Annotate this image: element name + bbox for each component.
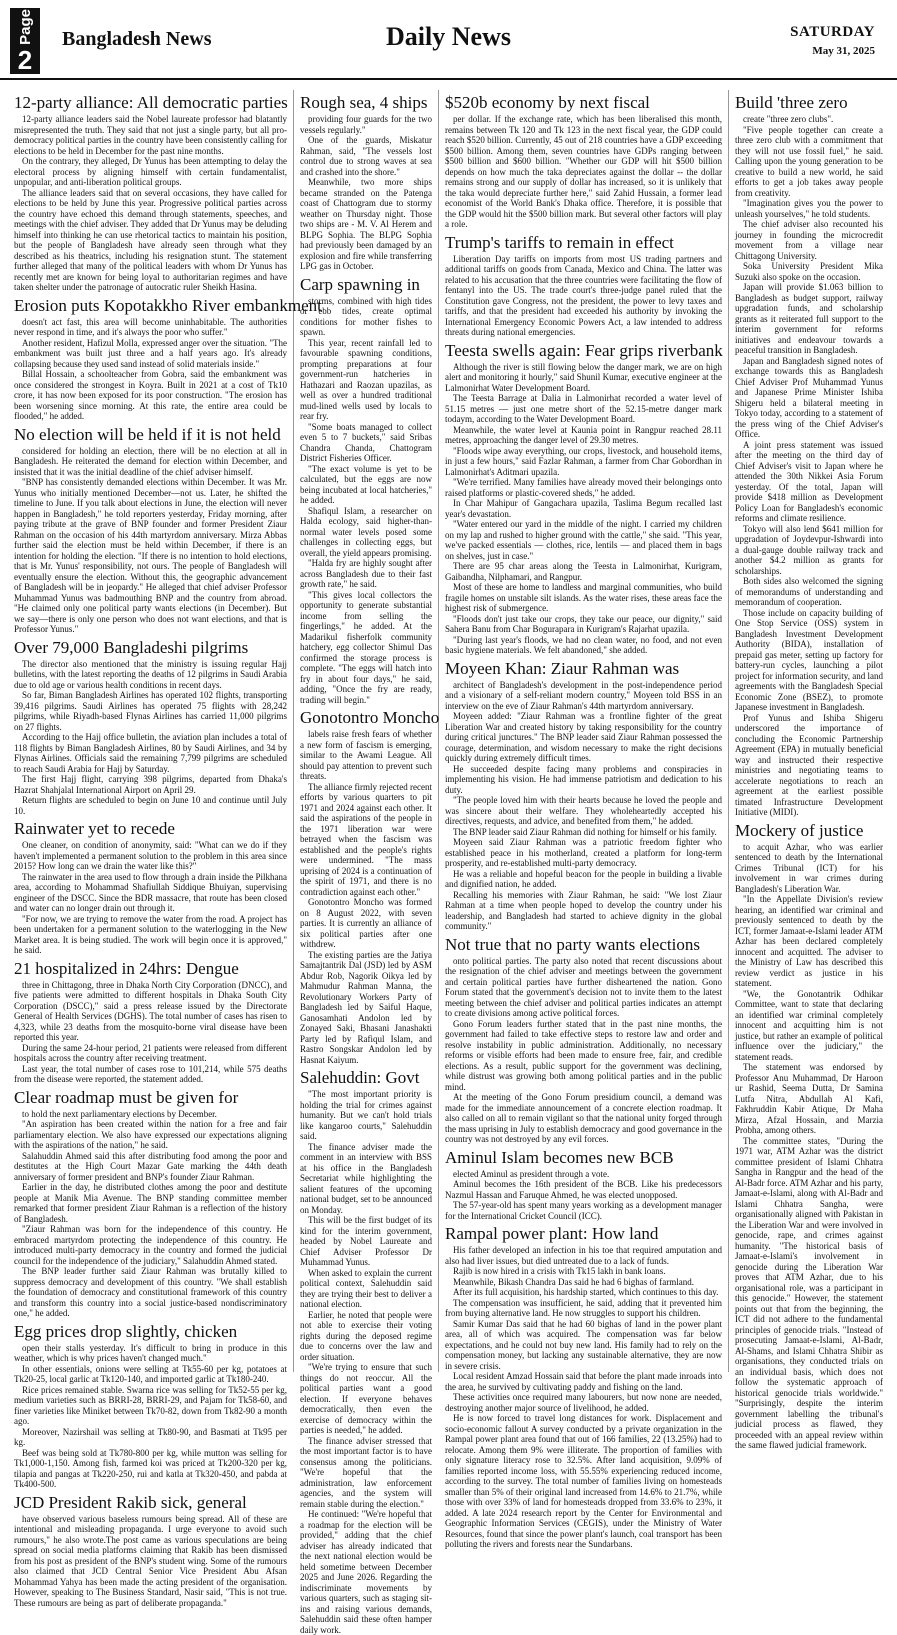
article xyxy=(445,233,722,338)
article-paragraph: Billal Hossain, a schoolteacher from Gobra, said the embankment was once considered the strongest in Koyra. Built in 2021 at a cost of Tk10 crore, it has now been exposed for its poor construction. "The erosion has been worsening since morning. At this rate, the entire area could be flooded," he added. xyxy=(14,369,287,421)
article-paragraph: The director also mentioned that the ministry is issuing regular Hajj bulletins, with the latest reporting the deaths of 12 pilgrims in Saudi Arabia due to old age or various health conditions in recent days. xyxy=(14,658,287,690)
article-paragraph: Aminul becomes the 16th president of the BCB. Like his predecessors Nazmul Hassan and Faruque Ahmed, he was elected unopposed. xyxy=(445,1179,722,1200)
article-paragraph: Rajib is now hired in a crisis with Tk15 lakh in bank loans. xyxy=(453,1266,666,1276)
article-headline[interactable]: Build 'three zero xyxy=(735,93,848,112)
article-paragraph: During the same 24-hour period, 21 patients were released from different hospitals across the country after receiving treatment. xyxy=(14,1042,287,1063)
news-columns xyxy=(8,90,889,1635)
page-label: Page xyxy=(16,9,34,45)
article-paragraph: The alliance leaders said that on several occasions, they have called for elections to be held by June this year. Progressive political parties across the country have echoed this demand through statements, speeches, and meetings with the chief adviser. They added that Dr Yunus may be deluding himself into thinking he can use rhetorical tactics to maintain his position, but the people of Bangladesh have already seen through what they described as his theatrics, including his resignation stunt. The statement further alleged that many of the political leaders with whom Dr Yunus has recently met are known for being loyal to authoritarian regimes and have taken shelter under the patronage of autocratic ruler Sheikh Hasina. xyxy=(14,187,287,292)
article-paragraph: "Imagination gives you the power to unleash yourselves," he told students. xyxy=(735,198,883,219)
article-paragraph: Meanwhile, the water level at Kaunia point in Rangpur reached 28.11 metres, approaching the danger level of 29.30 metres. xyxy=(445,424,722,445)
article-paragraph: "Water entered our yard in the middle of the night. I carried my children on my lap and rushed to higher ground with the cattle," she said. "This year, we've packed essentials — clothes, rice, lentils — and placed them in bags on shelves, just in case." xyxy=(445,519,722,561)
article-paragraph: Return flights are scheduled to begin on June 10 and continue until July 10. xyxy=(14,795,287,816)
article-paragraph: There are 95 char areas along the Teesta in Lalmonirhat, Kurigram, Gaibandha, Nilphamari, and Rangpur. xyxy=(445,561,722,582)
article-paragraph: "We're terrified. Many families have already moved their belongings onto raised platforms or plastic-covered sheds," he added. xyxy=(445,477,722,498)
article xyxy=(14,1493,287,1609)
article-paragraph: Tokyo will also lend $641 million for upgradation of Joydevpur-Ishwardi into a dual-gauge double railway track and another $4.2 million as grants for scholarships. xyxy=(735,523,883,576)
article-paragraph: Earlier, he noted that people were not able to exercise their voting rights during the deposed regime due to concerns over the law and order situation. xyxy=(300,1309,432,1362)
article-headline[interactable]: Carp spawning in xyxy=(300,274,420,294)
article xyxy=(445,1148,722,1222)
date-block xyxy=(790,24,875,57)
article-paragraph: "Floods don't just take our crops, they take our peace, our dignity," said Sahera Banu from Char Bogurapara in Kurigram's Rajarhat upazila. xyxy=(445,613,722,634)
article-paragraph: "Ziaur Rahman was born for the independence of this country. He embraced martyrdom protecting the independence of this country. He introduced multi-party democracy in the country and formed the judicial council for the independence of the judiciary," Salahuddin Ahmed stated. xyxy=(14,1224,287,1266)
article xyxy=(445,1224,722,1550)
article-paragraph: "Floods wipe away everything, our crops, livestock, and household items, in just a few hours," said Fazlar Rahman, a farmer from Char Gobordhan in Lalmonirhat's Aditmari upazila. xyxy=(445,445,722,477)
article xyxy=(14,1088,287,1319)
article xyxy=(14,959,287,1085)
article-paragraph: This will be the first budget of its kind for the interim government, headed by Nobel Laureate and Chief Adviser Professor Dr Muhammad Yunus. xyxy=(300,1215,432,1267)
column-1 xyxy=(8,90,322,1608)
article-paragraph: "The exact volume is yet to be calculated, but the eggs are now being incubated at local hatcheries," he added. xyxy=(300,463,432,505)
article xyxy=(445,659,722,932)
article-paragraph: In other essentials, onions were selling at Tk55-60 per kg, potatoes at Tk20-25, local garlic at Tk120-140, and imported garlic at Tk180-240. xyxy=(14,1363,287,1384)
article-paragraph: The alliance firmly rejected recent efforts by various quarters to pit 1971 and 2024 against each other. It said the aspirations of the people in the 1971 liberation war were betrayed when the fascism was established and the people's rights were undermined. "The mass uprising of 2024 is a continuation of the spirit of 1971, and there is no contradiction against each other." xyxy=(300,781,432,897)
article xyxy=(14,93,287,293)
article-paragraph: "This gives local collectors the opportunity to generate substantial income from selling the fingerlings," he added. At the Madarikul fisherfolk community hatchery, egg collector Shimul Das confirmed the storage process is complete. "The eggs will hatch into fry in about four days," he said, adding, "Once the fry are ready, trading will begin." xyxy=(300,589,432,705)
article-paragraph: Japan will provide $1.063 billion to Bangladesh as budget support, railway upgradation funds, and scholarship grants as it reiterated full support to the interim government for reforms initiatives and endeavour towards a peaceful transition in Bangladesh. xyxy=(735,282,883,355)
article-paragraph: "The most important priority is holding the trial for crimes against humanity. But we can't hold trials like kangaroo courts," Salehuddin said. xyxy=(300,1089,432,1141)
article xyxy=(14,819,287,956)
article-paragraph: providing four guards for the two vessels regularly." xyxy=(300,114,432,135)
article xyxy=(300,708,440,1065)
article-paragraph: The 57-year-old has spent many years working as a development manager for the International Cricket Council (ICC). xyxy=(445,1200,722,1221)
article-paragraph: have observed various baseless rumours being spread. All of these are intentional and misleading propaganda. I urge everyone to avoid such rumours," he also wrote.The post came as various speculations are being spread on social media platforms claiming that Rakib has been dismissed from his post as president of the BNP's student wing. Some of the rumours also claimed that JCD Central Senior Vice President Abu Afsan Mohammad Yahya has been made the acting president of the organisation. However, speaking to The Business Standard, Nasir said, "This is not true. These rumours are being as part of deliberate propaganda." xyxy=(14,1513,287,1608)
masthead xyxy=(0,0,897,80)
article-paragraph: These activities once required many labourers, but now none are needed, destroying another major source of livelihood, he added. xyxy=(445,1392,722,1413)
article-paragraph: Soka University President Mika Suzuki also spoke on the occasion. xyxy=(735,261,883,282)
article-paragraph: to acquit Azhar, who was earlier sentenced to death by the International Crimes Tribunal (ICT) for his involvement in war crimes during Bangladesh's Liberation War. xyxy=(735,841,883,894)
article-headline[interactable]: Erosion puts Kopotakkho River embankment xyxy=(14,295,322,315)
article-headline[interactable]: Mockery of justice xyxy=(735,820,864,840)
article-paragraph: Gono Forum leaders further stated that in the past nine months, the government had failed to take effective steps to restore law and order and resolve instability in public administration. Additionally, no necessary reforms or visible efforts had been made to ensure free, fair, and credible elections. As a result, public support for the government was declining, while distrust was growing both among political parties and in the public mind. xyxy=(445,1018,722,1092)
article xyxy=(445,935,722,1145)
article xyxy=(300,1068,432,1635)
article-headline[interactable]: Rough sea, 4 ships xyxy=(300,93,428,112)
article-headline[interactable]: Egg prices drop slightly, chicken xyxy=(14,1321,238,1341)
article-paragraph: Earlier in the day, he distributed clothes among the poor and destitute people at Manik Mia Avenue. The BNP standing committee member remarked that former president Ziaur Rahman is a reflection of the history of Bangladesh. xyxy=(14,1182,287,1224)
article xyxy=(14,638,287,817)
article xyxy=(735,93,883,818)
column-3 xyxy=(439,90,729,1549)
article-paragraph: 12-party alliance leaders said the Nobel laureate professor had blatantly misrepresented the truth. They said that not just a single party, but all pro-democracy political parties in the country have been consistently calling for elections to be held in December for the past nine months. xyxy=(14,114,287,156)
article-paragraph: Beef was being sold at Tk780-800 per kg, while mutton was selling for Tk1,000-1,150. Among fish, farmed koi was priced at Tk200-320 per kg, tilapia and pangas at Tk220-250, rui and katla at Tk320-450, and pabda at Tk400-500. xyxy=(14,1447,287,1489)
article-paragraph: This year, recent rainfall led to favourable spawning conditions, prompting preparations at four government-run hatcheries in Hathazari and Raozan upazilas, as well as over a hundred traditional mud-lined wells used by locals to rear fry. xyxy=(300,337,432,421)
article-paragraph: Although the river is still flowing below the danger mark, we are on high alert and monitoring it hourly," said Shunil Kumar, executive engineer at the Lalmonirhat Water Development Board. xyxy=(445,361,722,393)
article-paragraph: Recalling his memories with Ziaur Rahman, he said: "We lost Ziaur Rahman at a time when people hoped to develop the country under his leadership, and Bangladesh had started to achieve dignity in the global community." xyxy=(445,889,722,931)
article-paragraph: "We, the Gonotantrik Odhikar Committee, want to state that declaring an identified war criminal completely innocent and acquitting him is not justice, but rather an example of political influence over the judiciary," the statement reads. xyxy=(735,988,883,1062)
section-title: Daily News xyxy=(386,22,511,51)
article-paragraph: Moyeen said Ziaur Rahman was a patriotic freedom fighter who established peace in his motherland, created a platform for long-term prosperity, and re-established multi-party democracy. xyxy=(445,837,722,868)
article xyxy=(445,93,722,230)
article xyxy=(14,295,322,422)
article xyxy=(14,1322,287,1490)
article-paragraph: "In the Appellate Division's review hearing, an identified war criminal and previously sentenced to death by the ICT, former Jamaat-e-Islami leader ATM Azhar has been declared completely innocent and acquitted. The adviser to the Ministry of Law has described this review verdict as justice in his statement. xyxy=(735,894,883,988)
article-paragraph: Prof Yunus and Ishiba Shigeru underscored the importance of concluding the Economic Partnership Agreement (EPA) in mutually beneficial way and instructed their respective ministries and negotiating teams to accelerate negotiations to reach an agreement at the earliest possible timated Infrastructure Development Initiative (MIDI). xyxy=(735,712,883,817)
article-paragraph: Meanwhile, Bikash Chandra Das said he had 6 bighas of farmland. xyxy=(453,1276,694,1287)
article-headline[interactable]: Not true that no party wants elections xyxy=(445,934,700,954)
article-paragraph: Shafiqul Islam, a researcher on Halda ecology, said higher-than-normal water levels posed some challenges in collecting eggs, but overall, the yield appears promising. xyxy=(300,505,432,558)
article-paragraph: Moyeen added: "Ziaur Rahman was a frontline fighter of the great Liberation War and created history by taking responsibility for the country during critical junctures." The BNP leader said Ziaur Rahman possessed the courage, determination, and wisdom necessary to make the right decisions quickly during extremely difficult times. xyxy=(445,711,722,763)
article-paragraph: labels raise fresh fears of whether a new form of fascism is emerging, similar to the Awami League. All should pay attention to prevent such threats. xyxy=(300,729,432,781)
article-paragraph: "Five people together can create a three zero club with a commitment that they will not use fossil fuel," he said. Calling upon the young generation to be creative to build a new world, he said efforts to get a job takes away people from creativity. xyxy=(735,124,883,198)
article-paragraph: So far, Biman Bangladesh Airlines has operated 102 flights, transporting 39,416 pilgrims. Saudi Airlines has operated 75 flights with 28,242 pilgrims, while Riyadh-based Flynas Airlines has carried 11,000 pilgrims on 27 flights. xyxy=(14,690,287,732)
article-paragraph: After its full acquisition, his hardship started, which continues to this day. xyxy=(453,1287,719,1297)
article-paragraph: The compensation was insufficient, he said, adding that it prevented him from buying alternative land. He now struggles to support his children. xyxy=(445,1297,722,1318)
article-paragraph: He is now forced to travel long distances for work. Displacement and socio-economic fallout A survey conducted by a private organization in the Rampal power plant area found that out of 166 families, 22 (13.25%) had to relocate. Among them 9% were illiterate. The proportion of families with only signature literacy rose to 32.5%. After land acquisition, 9.09% of families reported income loss, with 55.55% experiencing reduced income, according to the survey. The total number of families living on homesteads smaller than 5% of their original land increased from 14.6% to 21.7%, while those with over 33% of land for homesteads dropped from 33.6% to 23%, it added. A late 2024 research report by the Center for Environmental and Geographic Information Services (CEGIS), under the Ministry of Water Resources, found that since the power plant's launch, coal transport has been polluting the rivers and forests near the Sundarbans. xyxy=(445,1413,722,1549)
article-paragraph: At the meeting of the Gono Forum presidium council, a demand was made for the immediate announcement of a concrete election roadmap. It also called on all to remain vigilant so that the national unity forged through the mass uprising in July to establish democracy and good governance in the country was not destroyed by any evil forces. xyxy=(445,1092,722,1144)
article-paragraph: He continued: "We're hopeful that a roadmap for the election will be provided," adding that the chief adviser has already indicated that the next national election would be held sometime between December 2025 and June 2026. Regarding the indiscriminate movements by various quarters, such as staging sit-ins and raising various demands, Salehuddin said these often hamper daily work. xyxy=(300,1509,432,1635)
article-paragraph: "During last year's floods, we had no clean water, no food, and not even basic hygiene materials. We felt abandoned," she added. xyxy=(445,634,722,655)
article-headline[interactable]: Clear roadmap must be given for xyxy=(14,1087,239,1107)
article-paragraph: create "three zero clubs". xyxy=(743,114,834,124)
article-headline[interactable]: Rainwater yet to recede xyxy=(14,819,175,838)
article-paragraph: Moreover, Nazirshail was selling at Tk80-90, and Basmati at Tk95 per kg. xyxy=(14,1426,287,1447)
article-paragraph: According to the Hajj office bulletin, the aviation plan includes a total of 118 flights by Biman Bangladesh Airlines, 80 by Saudi Airlines, and 34 by Flynas Airlines. Officials said the remaining 7,799 pilgrims are scheduled to reach Saudi Arabia for Hajj by Saturday. xyxy=(14,732,287,774)
article-paragraph: He was a reliable and hopeful beacon for the people in building a livable and dignified nation, he added. xyxy=(445,868,722,889)
article xyxy=(300,93,432,272)
issue-day: SATURDAY xyxy=(790,24,875,40)
column-4 xyxy=(729,90,889,1450)
article-paragraph: open their stalls yesterday. It's difficult to bring in produce in this weather, which is why prices haven't changed much." xyxy=(14,1342,287,1363)
article-paragraph: Liberation Day tariffs on imports from most US trading partners and additional tariffs on goods from Canada, Mexico and China. The latter was related to his accusation that the three countries were facilitating the flow of fentanyl into the US. The trade court's three-judge panel ruled that the Constitution gave Congress, not the president, the power to levy taxes and tariffs, and that the president had exceeded his authority by invoking the International Emergency Economic Powers Act, a law intended to address threats during national emergencies. xyxy=(445,253,722,337)
article-paragraph: In Char Mahipur of Gangachara upazila, Taslima Begum recalled last year's devastation. xyxy=(445,498,722,519)
article-paragraph: to hold the next parliamentary elections by December. xyxy=(22,1108,217,1119)
column-2 xyxy=(294,90,440,1635)
article-paragraph: The BNP leader said Ziaur Rahman did nothing for himself or his family. xyxy=(453,826,717,837)
article-paragraph: The existing parties are the Jatiya Samajtantrik Dal (JSD) led by ASM Abdur Rob, Nagorik Oikya led by Mahmudur Rahman Manna, the Revolutionary Workers Party of Bangladesh led by Saiful Haque, Ganosamhati Andolon led by Zonayed Saki, Bhasani Janashakti Party led by Rafiqul Islam, and Rastro Songskar Andolon led by Hasnat Kaiyum. xyxy=(300,949,432,1065)
article-paragraph: "An aspiration has been created within the nation for a free and fair parliamentary election. We also have expressed our expectations aligning with the aspirations of the nation," he said. xyxy=(14,1119,287,1150)
article-paragraph: "Some boats managed to collect even 5 to 7 buckets," said Sribas Chandra Chanda, Chattogram District Fisheries Officer. xyxy=(300,421,432,463)
article-paragraph: The finance adviser stressed that the most important factor is to have consensus among the politicians. "We're hopeful that the administration, law enforcement agencies, and the system will remain stable during the election." xyxy=(300,1435,432,1509)
article-headline[interactable]: Aminul Islam becomes new BCB xyxy=(445,1147,674,1167)
article-headline[interactable]: Over 79,000 Bangladeshi pilgrims xyxy=(14,637,249,657)
article-paragraph: storms, combined with high tides or ebb tides, create optimal conditions for mother fishes to spawn. xyxy=(300,295,432,337)
article-paragraph: doesn't act fast, this area will become uninhabitable. The authorities never respond in time, and it's always the poor who suffer." xyxy=(14,316,287,337)
article-paragraph: Japan and Bangladesh signed notes of exchange towards this as Bangladesh Chief Adviser Prof Muhammad Yunus and Japanese Prime Minister Ishiba Shigeru held a bilateral meeting in Tokyo today, according to a statement of the press wing of the Chief Adviser's Office. xyxy=(735,355,883,439)
article-paragraph: per dollar. If the exchange rate, which has been liberalised this month, remains between Tk 120 and Tk 123 in the next fiscal year, the GDP could reach $520 billion. Currently, 45 out of 218 countries have a GDP exceeding $500 billion. Among them, seven countries have GDPs ranging between $500 billion and $600 billion. "Whether our GDP will hit $500 billion depends on how much the taka depreciates against the dollar -- the dollar remains strong and our supply of dollar has increased, so it is unlikely that the taka would depreciate further here," said Zahid Hussain, a former lead economist of the World Bank's Dhaka office. Therefore, it is possible that the GDP would hit the $500 billion mark. But several other factors will play a role. xyxy=(445,114,722,229)
article-paragraph: The committee states, "During the 1971 war, ATM Azhar was the district committee president of Islami Chhatra Sangha in Rangpur and the head of the Al-Badr force. ATM Azhar and his party, Jamaat-e-Islami, along with Al-Badr and Islami Chhatra Sangha, were organisationally aligned with Pakistan in the Liberation War and were involved in genocide, rape, and crimes against humanity. "The historical basis of Jamaat-e-Islami's involvement in genocide during the Liberation War proves that ATM Azhar, due to his organisational role, was a participant in this genocide." However, the statement points out that from the beginning, the ICT did not adhere to the fundamental principles of genocide trials. "Instead of prosecuting Jamaat-e-Islami, Al-Badr, Al-Shams, and Islami Chhatra Shibir as organisations, they conducted trials on an individual basis, which does not follow the systematic approach of historical genocide trials worldwide." "Surprisingly, despite the interim government labelling the tribunal's judicial process as flawed, they proceeded with an appeal review within the same flawed judicial framework. xyxy=(735,1135,883,1450)
article xyxy=(300,275,432,706)
article-paragraph: The finance adviser made the comment in an interview with BSS at his office in the Bangladesh Secretariat while highlighting the salient features of the upcoming national budget, set to be announced on Monday. xyxy=(300,1141,432,1215)
article-paragraph: "We're trying to ensure that such things do not reoccur. All the political parties want a good election. If everyone behaves democratically, then even the exercise of democracy within the parties is needed," he added. xyxy=(300,1362,432,1435)
article-paragraph: One of the guards, Miskatur Rahman, said, "The vessels lost control due to strong waves at sea and crashed into the shore." xyxy=(300,135,432,177)
article-headline[interactable]: Moyeen Khan: Ziaur Rahman was xyxy=(445,658,680,678)
article-paragraph: The chief adviser also recounted his journey in founding the microcredit movement from a village near Chittagong University. xyxy=(735,219,883,261)
article-headline[interactable]: Rampal power plant: How land xyxy=(445,1224,659,1243)
article-paragraph: The first Hajj flight, carrying 398 pilgrims, departed from Dhaka's Hazrat Shahjalal International Airport on April 29. xyxy=(14,774,287,795)
article-paragraph: On the contrary, they alleged, Dr Yunus has been attempting to delay the electoral process by aligning himself with certain fundamentalist, unpopular, and anti-liberation political groups. xyxy=(14,156,287,187)
article-paragraph: "Halda fry are highly sought after across Bangladesh due to their fast growth rate," he said. xyxy=(300,558,432,589)
article-paragraph: Local resident Amzad Hossain said that before the plant made inroads into the area, he survived by cultivating paddy and fishing on the land. xyxy=(445,1371,722,1392)
article xyxy=(445,341,722,656)
article-paragraph: Those include on capacity building of One Stop Service (OSS) system in Bangladesh Investment Development Authority (BIDA), installation of prepaid gas meter, setting up factory for battery-run cycles, launching a pilot project for information security, and land agreements with the Bangladesh Special Economic Zone (BSEZ), to promote Japanese investment in Bangladesh. xyxy=(735,607,883,712)
article-paragraph: architect of Bangladesh's development in the post-independence period and a visionary of a self-reliant modern country," Moyeen told BSS in an interview on the eve of Ziaur Rahman's 44th martyrdom anniversary. xyxy=(445,679,722,711)
article-paragraph: His father developed an infection in his toe that required amputation and also had liver issues, but died untreated due to a lack of funds. xyxy=(445,1245,722,1266)
article-headline[interactable]: No election will be held if it is not held xyxy=(14,424,281,444)
article-paragraph: three in Chittagong, three in Dhaka North City Corporation (DNCC), and five patients were admitted to different hospitals in Dhaka South City Corporation (DSCC)," said a press release issued by the Directorate General of Health Services (DGHS). The total number of cases has risen to 4,323, while 23 deaths from the mosquito-borne viral disease have been reported this year. xyxy=(14,979,287,1042)
article-headline[interactable]: 12-party alliance: All democratic parties xyxy=(14,93,288,112)
article-paragraph: Samir Kumar Das said that he had 60 bighas of land in the power plant area, all of which was acquired. The compensation was far below expectations, and he could not buy new land. His family had to rely on the compensation money, but lacking any sustainable alternative, they are now in severe crisis. xyxy=(445,1318,722,1371)
article xyxy=(14,425,287,635)
article-paragraph: The rainwater in the area used to flow through a drain inside the Pilkhana area, according to Mohammad Shafiullah Siddique Bhuiyan, supervising engineer of the DSCC. Since the BDR massacre, that route has been closed and water can no longer drain out through it. xyxy=(14,871,287,913)
issue-date: May 31, 2025 xyxy=(812,45,875,57)
article-headline[interactable]: JCD President Rakib sick, general xyxy=(14,1492,247,1512)
brand-name: Bangladesh News xyxy=(62,28,212,50)
article-paragraph: Another resident, Hafizul Molla, expressed anger over the situation. "The embankment was built just three and a half years ago. It's already collapsing because they used sand instead of solid materials inside." xyxy=(14,337,287,369)
article-paragraph: considered for holding an election, there will be no election at all in Bangladesh. He reiterated the demand for election within December, and insisted that it was the initial deadline of the chief adviser himself. xyxy=(14,445,287,477)
article-headline[interactable]: $520b economy by next fiscal xyxy=(445,93,650,112)
article-paragraph: "For now, we are trying to remove the water from the road. A project has been undertaken for a permanent solution to the waterlogging in the New Market area. It is being studied. The work will begin once it is approved," he said. xyxy=(14,913,287,955)
article-headline[interactable]: 21 hospitalized in 24hrs: Dengue xyxy=(14,958,239,978)
article-paragraph: Gonotontro Moncho was formed on 8 August 2022, with seven parties. It is currently an alliance of six political parties after one withdrew. xyxy=(300,897,432,949)
article-paragraph: The BNP leader further said Ziaur Rahman was brutally killed to suppress democracy and development of this country. "We shall establish the foundation of democracy and constitutional framework of this country and transform this country into a social justice-based nondiscriminatory one," he added. xyxy=(14,1266,287,1318)
article-paragraph: Rice prices remained stable. Swarna rice was selling for Tk52-55 per kg, medium varieties such as BRRI-28, BRRI-29, and Pajam for Tk58-60, and finer varieties like Miniket between Tk70-82, down from Tk82-90 a month ago. xyxy=(14,1384,287,1426)
article-headline[interactable]: Trump's tariffs to remain in effect xyxy=(445,232,674,252)
article-paragraph: One cleaner, on condition of anonymity, said: "What can we do if they haven't implemented a permanent solution to the problem in this area since 2015? How long can we drain the water like this?" xyxy=(14,840,287,871)
article-paragraph: "BNP has consistently demanded elections within December. It was Mr. Yunus who initially mentioned December—not us. Later, he shifted the timeline to June. If you talk about elections in June, the election will never happen in Bangladesh," he told reporters yesterday, Friday morning, after paying tribute at the grave of BNP founder and former President Ziaur Rahman on the occasion of his 44th martyrdom anniversary. Mirza Abbas further said the election must be held within December, if there is an intention for holding the election. "If there is no intention to hold elections, that is Mr. Yunus' responsibility, not ours. The people of Bangladesh will eventually ensure the election. Without this, the geographic advancement of Bangladesh will be in jeopardy." He alleged that chief adviser Professor Muhammad Yunus was badmouthing BNP and the country from abroad. "He claimed only one political party wants elections (in December). But we say—there is only one person who does not want elections, and that is Professor Yunus." xyxy=(14,477,287,634)
page-number: 2 xyxy=(17,44,33,75)
article-paragraph: Salahuddin Ahmed said this after distributing food among the poor and destitutes at the High Court Mazar Gate marking the 44th death anniversary of former president and BNP's founder Ziaur Rahman. xyxy=(14,1150,287,1182)
article-headline[interactable]: Salehuddin: Govt xyxy=(300,1068,420,1087)
article-paragraph: When asked to explain the current political context, Salehuddin said they are trying their best to deliver a national election. xyxy=(300,1267,432,1309)
article-headline[interactable]: Gonotontro Moncho xyxy=(300,708,440,727)
article-headline[interactable]: Teesta swells again: Fear grips riverbank xyxy=(445,340,723,360)
article-paragraph: Both sides also welcomed the signing of memorandums of understanding and memorandum of cooperation. xyxy=(735,576,883,607)
article-paragraph: elected Aminul as president through a vote. xyxy=(453,1168,610,1179)
article xyxy=(735,821,883,1451)
article-paragraph: Most of these are home to landless and marginal communities, who build fragile homes on unstable silt islands. As the water rises, these areas face the highest risk of submergence. xyxy=(445,582,722,613)
article-paragraph: The Teesta Barrage at Dalia in Lalmonirhat recorded a water level of 51.15 metres — just one metre short of the 52.15-metre danger mark todaym, according to the Water Development Board. xyxy=(445,393,722,424)
article-paragraph: Last year, the total number of cases rose to 101,214, while 575 deaths from the disease were reported, the statement added. xyxy=(14,1063,287,1084)
article-paragraph: Meanwhile, two more ships became stranded on the Patenga coast of Chattogram due to stormy weather on Thursday night. Those two ships are - M. V. Al Herem and BLPG Sophia. The BLPG Sophia had previously been damaged by an explosion and fire while transferring LPG gas in October. xyxy=(300,177,432,271)
article-paragraph: A joint press statement was issued after the meeting on the third day of Chief Adviser's visit to Japan where he attended the 30th Nikkei Asia Forum yesterday. Of the total, Japan will provide $418 million as Development Policy Loan for Bangladesh's economic reforms and climate resilience. xyxy=(735,439,883,523)
article-paragraph: He succeeded despite facing many problems and conspiracies in implementing his vision. He had immense patriotism and dedication to his duty. xyxy=(445,763,722,795)
article-paragraph: The statement was endorsed by Professor Anu Muhammad, Dr Haroon ur Rashid, Seema Dutta, Dr Samina Lutfa Nitra, Abdullah Al Kafi, Fakhruddin Kabir Atique, Dr Maha Mirza, Afzal Hossain, and Marzia Probha, among others. xyxy=(735,1062,883,1135)
article-paragraph: onto political parties. The party also noted that recent discussions about the resignation of the chief adviser and meetings between the government and certain political parties have further disheartened the nation. Gono Forum stated that the government's decision not to invite them to the latest meeting between the chief adviser and political parties indicates an attempt to create divisions among active political forces. xyxy=(445,955,722,1018)
article-paragraph: "The people loved him with their hearts because he loved the people and was sincere about their welfare. They wholeheartedly accepted his directives, requests, and advice, and benefited from them," he added. xyxy=(445,795,722,826)
